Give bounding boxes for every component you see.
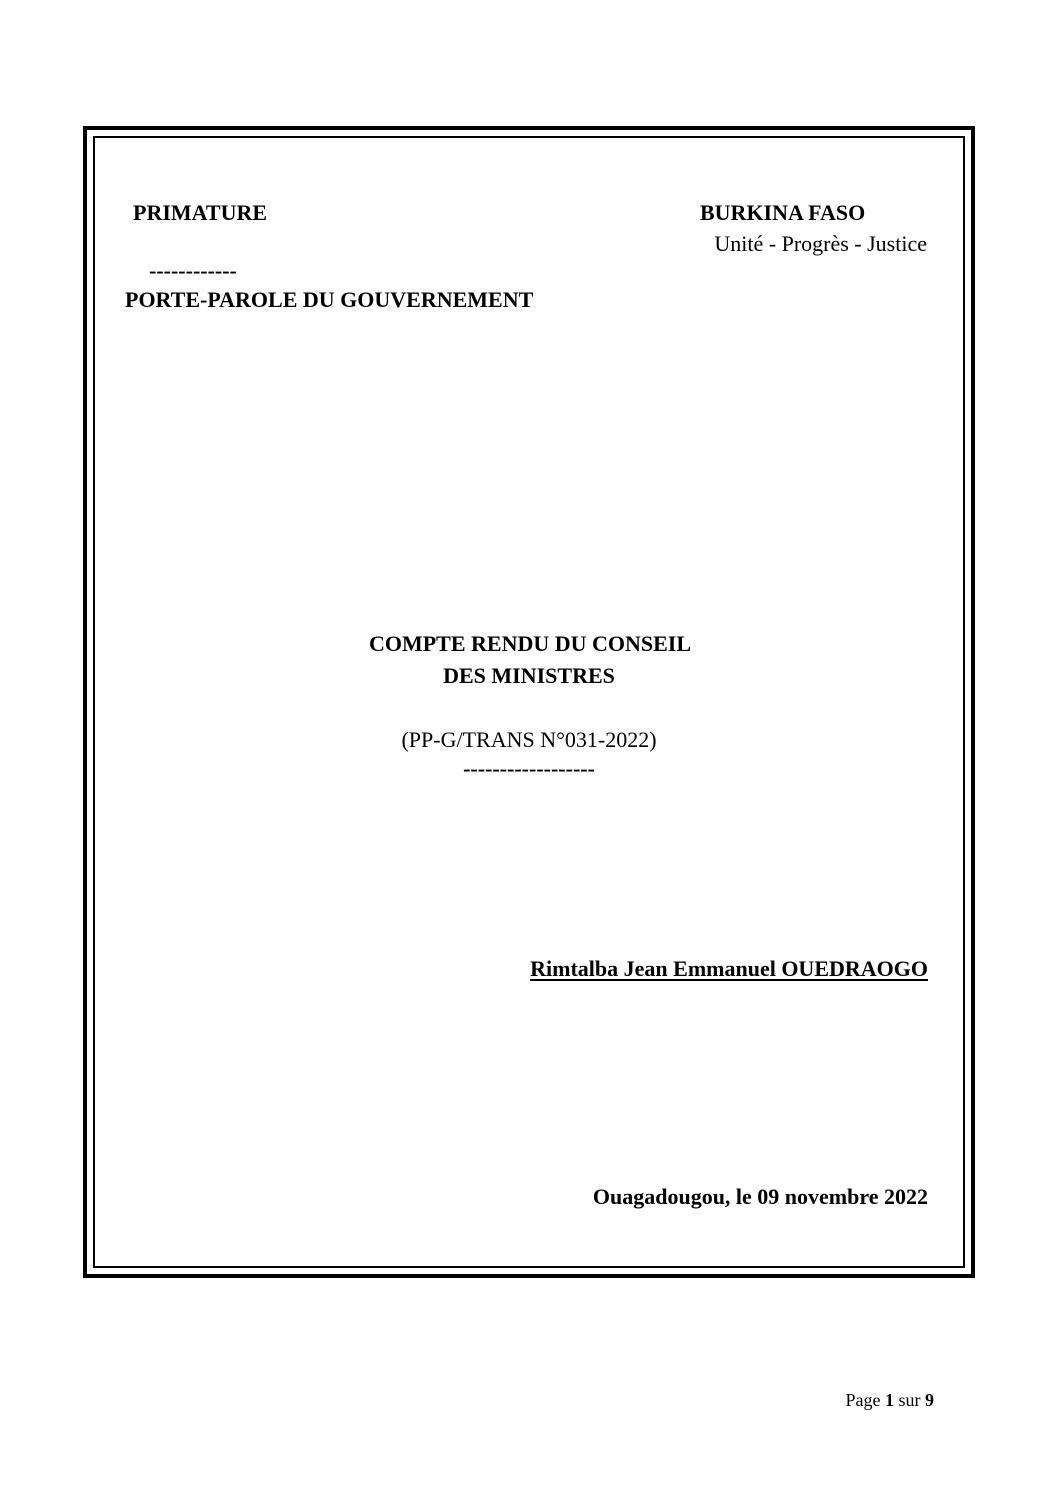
porte-parole-heading: PORTE-PAROLE DU GOUVERNEMENT [125, 287, 534, 312]
place-and-date: Ouagadougou, le 09 novembre 2022 [592, 1184, 928, 1209]
document-title-line-2: DES MINISTRES [443, 663, 615, 688]
left-separator: ------------ [149, 258, 237, 283]
primature-heading: PRIMATURE [133, 200, 268, 225]
page-number [846, 1389, 935, 1411]
page-total: 9 [925, 1390, 934, 1410]
document-reference: (PP-G/TRANS N°031-2022) [401, 727, 657, 752]
document-title-line-1: COMPTE RENDU DU CONSEIL [368, 631, 692, 656]
country-name: BURKINA FASO [700, 200, 866, 225]
page-of-label: sur [898, 1390, 921, 1410]
national-motto: Unité - Progrès - Justice [714, 231, 927, 256]
signatory-name: Rimtalba Jean Emmanuel OUEDRAOGO [530, 956, 928, 981]
page-label: Page [845, 1390, 881, 1410]
center-separator: ------------------ [463, 756, 595, 781]
page-current: 1 [885, 1390, 894, 1410]
